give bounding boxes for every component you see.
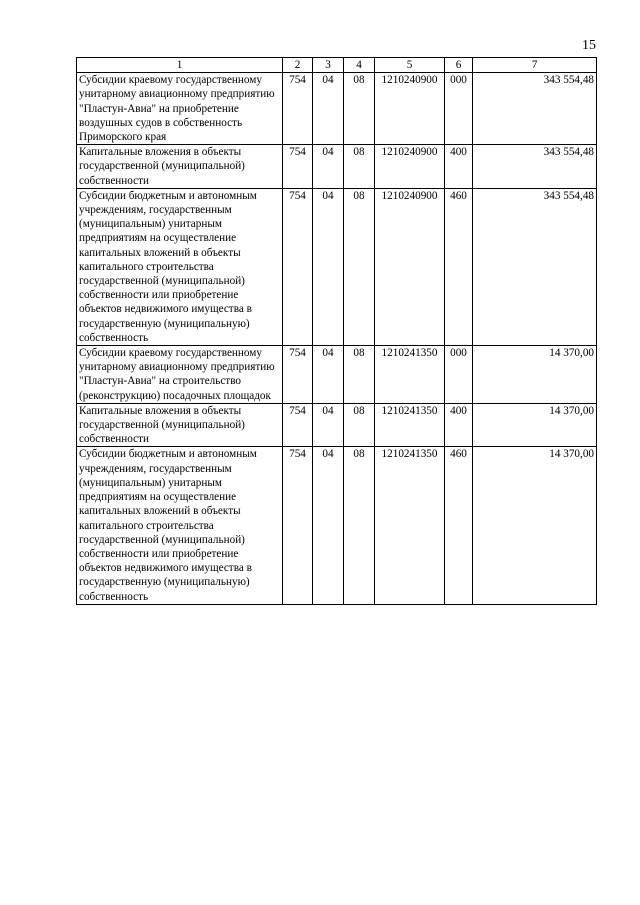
row-description: Субсидии краевому государственному унитарному авиационному предприятию "Пластун-Авиа" на приобретение воздушных судов в собственность Приморского края bbox=[77, 73, 283, 145]
column-header-6: 6 bbox=[445, 58, 473, 73]
row-amount: 14 370,00 bbox=[473, 403, 597, 447]
row-expense-type-code: 400 bbox=[445, 403, 473, 447]
table-row bbox=[77, 403, 597, 447]
column-header-3: 3 bbox=[313, 58, 344, 73]
row-ministry-code: 754 bbox=[283, 346, 313, 404]
row-ministry-code: 754 bbox=[283, 73, 313, 145]
row-ministry-code: 754 bbox=[283, 188, 313, 345]
row-amount: 343 554,48 bbox=[473, 73, 597, 145]
row-section-code: 04 bbox=[313, 145, 344, 189]
row-ministry-code: 754 bbox=[283, 403, 313, 447]
table-row bbox=[77, 188, 597, 345]
header-row bbox=[77, 58, 597, 73]
row-amount: 343 554,48 bbox=[473, 145, 597, 189]
row-subsection-code: 08 bbox=[344, 447, 375, 604]
row-description: Субсидии краевому государственному унитарному авиационному предприятию "Пластун-Авиа" на строительство (реконструкцию) посадочных площадок bbox=[77, 346, 283, 404]
row-ministry-code: 754 bbox=[283, 145, 313, 189]
row-target-article-code: 1210240900 bbox=[375, 73, 445, 145]
row-expense-type-code: 400 bbox=[445, 145, 473, 189]
row-subsection-code: 08 bbox=[344, 145, 375, 189]
row-target-article-code: 1210240900 bbox=[375, 145, 445, 189]
row-subsection-code: 08 bbox=[344, 73, 375, 145]
table-row bbox=[77, 346, 597, 404]
row-description: Капитальные вложения в объекты государственной (муниципальной) собственности bbox=[77, 403, 283, 447]
row-subsection-code: 08 bbox=[344, 403, 375, 447]
row-expense-type-code: 460 bbox=[445, 188, 473, 345]
row-section-code: 04 bbox=[313, 73, 344, 145]
row-target-article-code: 1210241350 bbox=[375, 403, 445, 447]
row-section-code: 04 bbox=[313, 188, 344, 345]
row-target-article-code: 1210240900 bbox=[375, 188, 445, 345]
column-header-1: 1 bbox=[77, 58, 283, 73]
row-ministry-code: 754 bbox=[283, 447, 313, 604]
row-section-code: 04 bbox=[313, 403, 344, 447]
row-amount: 14 370,00 bbox=[473, 447, 597, 604]
row-subsection-code: 08 bbox=[344, 346, 375, 404]
row-expense-type-code: 460 bbox=[445, 447, 473, 604]
row-target-article-code: 1210241350 bbox=[375, 346, 445, 404]
table-row bbox=[77, 447, 597, 604]
row-description: Субсидии бюджетным и автономным учреждениям, государственным (муниципальным) унитарным предприятиям на осуществление капитальных вложений в объекты капитального строительства государственной (муниципальной) собственности или приобретение объектов недвижимого имущества в государственную (муниципальную) собственность bbox=[77, 447, 283, 604]
page-number: 15 bbox=[582, 38, 596, 53]
row-description: Капитальные вложения в объекты государственной (муниципальной) собственности bbox=[77, 145, 283, 189]
table-row bbox=[77, 145, 597, 189]
row-expense-type-code: 000 bbox=[445, 346, 473, 404]
budget-table bbox=[76, 57, 597, 605]
column-header-2: 2 bbox=[283, 58, 313, 73]
table-row bbox=[77, 73, 597, 145]
row-subsection-code: 08 bbox=[344, 188, 375, 345]
row-expense-type-code: 000 bbox=[445, 73, 473, 145]
row-amount: 14 370,00 bbox=[473, 346, 597, 404]
row-target-article-code: 1210241350 bbox=[375, 447, 445, 604]
row-section-code: 04 bbox=[313, 346, 344, 404]
column-header-7: 7 bbox=[473, 58, 597, 73]
column-header-4: 4 bbox=[344, 58, 375, 73]
row-description: Субсидии бюджетным и автономным учреждениям, государственным (муниципальным) унитарным предприятиям на осуществление капитальных вложений в объекты капитального строительства государственной (муниципальной) собственности или приобретение объектов недвижимого имущества в государственную (муниципальную) собственность bbox=[77, 188, 283, 345]
row-amount: 343 554,48 bbox=[473, 188, 597, 345]
row-section-code: 04 bbox=[313, 447, 344, 604]
column-header-5: 5 bbox=[375, 58, 445, 73]
